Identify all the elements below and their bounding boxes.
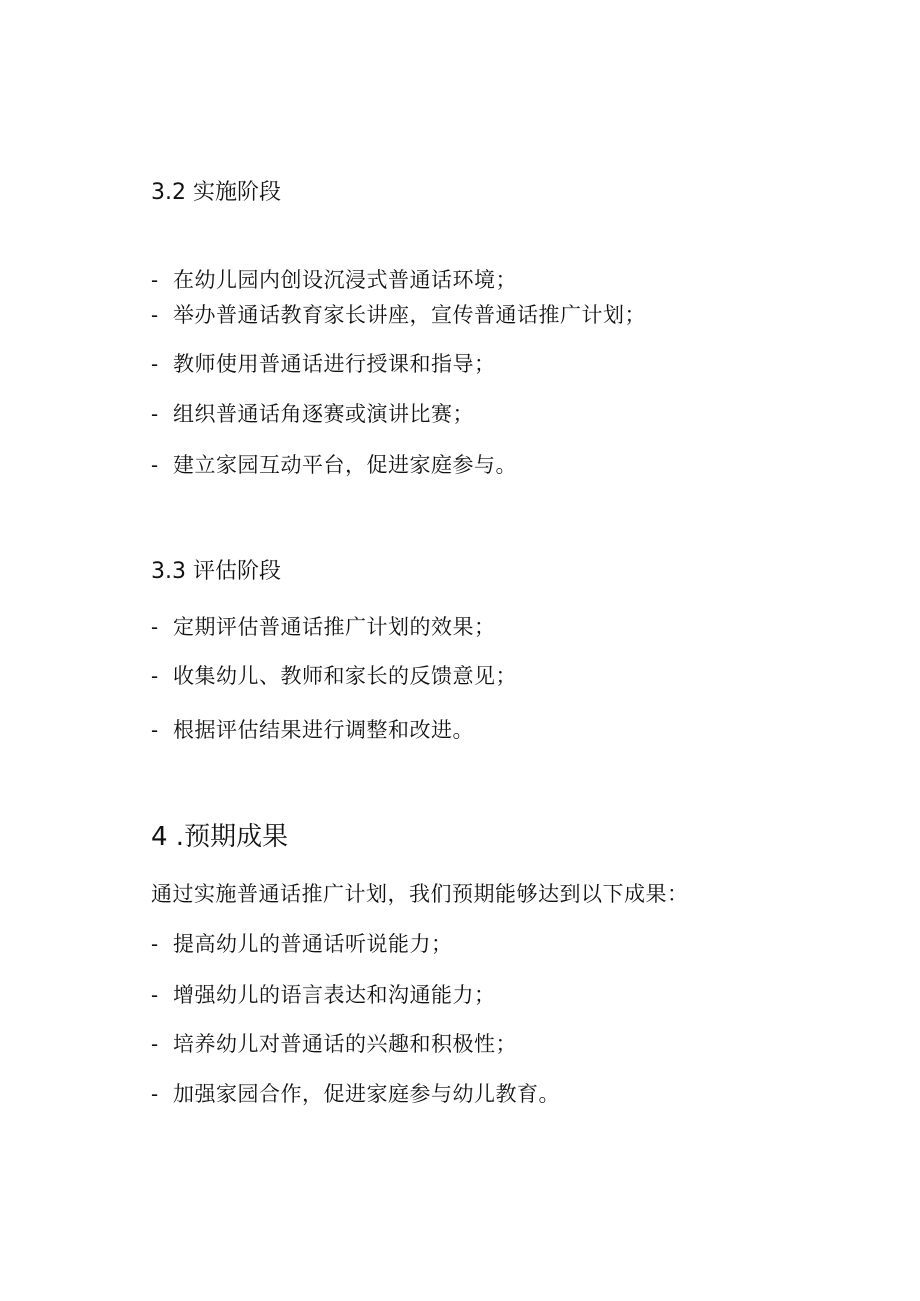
bullet-dash: - (151, 932, 159, 956)
list-item-text: 在幼儿园内创设沉浸式普通话环境； (173, 268, 517, 292)
bullet-dash: - (151, 303, 159, 327)
list-item-text: 举办普通话教育家长讲座，宣传普通话推广计划； (173, 303, 646, 327)
section-3-2-heading: 3.2 实施阶段 (151, 180, 281, 205)
bullet-dash: - (151, 453, 159, 477)
list-item-text: 组织普通话角逐赛或演讲比赛； (173, 402, 474, 426)
list-item-text: 提高幼儿的普通话听说能力； (173, 932, 453, 956)
bullet-dash: - (151, 402, 159, 426)
section-4-heading: 4 .预期成果 (151, 822, 289, 852)
list-item (151, 1030, 517, 1058)
list-item (151, 662, 517, 690)
list-item-text: 增强幼儿的语言表达和沟通能力； (173, 983, 496, 1007)
section-4-intro: 通过实施普通话推广计划，我们预期能够达到以下成果： (151, 882, 689, 906)
bullet-dash: - (151, 983, 159, 1007)
list-item (151, 981, 496, 1009)
list-item (151, 930, 453, 958)
bullet-dash: - (151, 1032, 159, 1056)
list-item (151, 400, 474, 428)
list-item-text: 加强家园合作，促进家庭参与幼儿教育。 (173, 1082, 560, 1106)
list-item (151, 716, 474, 744)
list-item (151, 1080, 560, 1108)
list-item (151, 350, 496, 378)
bullet-dash: - (151, 615, 159, 639)
list-item-text: 建立家园互动平台，促进家庭参与。 (173, 453, 517, 477)
list-item-text: 教师使用普通话进行授课和指导； (173, 352, 496, 376)
list-item-text: 根据评估结果进行调整和改进。 (173, 718, 474, 742)
list-item-text: 定期评估普通话推广计划的效果； (173, 615, 496, 639)
section-3-3-heading: 3.3 评估阶段 (151, 559, 281, 584)
list-item (151, 266, 517, 294)
bullet-dash: - (151, 352, 159, 376)
list-item (151, 451, 517, 479)
bullet-dash: - (151, 718, 159, 742)
list-item (151, 301, 646, 329)
list-item-text: 收集幼儿、教师和家长的反馈意见； (173, 664, 517, 688)
list-item-text: 培养幼儿对普通话的兴趣和积极性； (173, 1032, 517, 1056)
bullet-dash: - (151, 268, 159, 292)
list-item (151, 613, 496, 641)
bullet-dash: - (151, 1082, 159, 1106)
bullet-dash: - (151, 664, 159, 688)
